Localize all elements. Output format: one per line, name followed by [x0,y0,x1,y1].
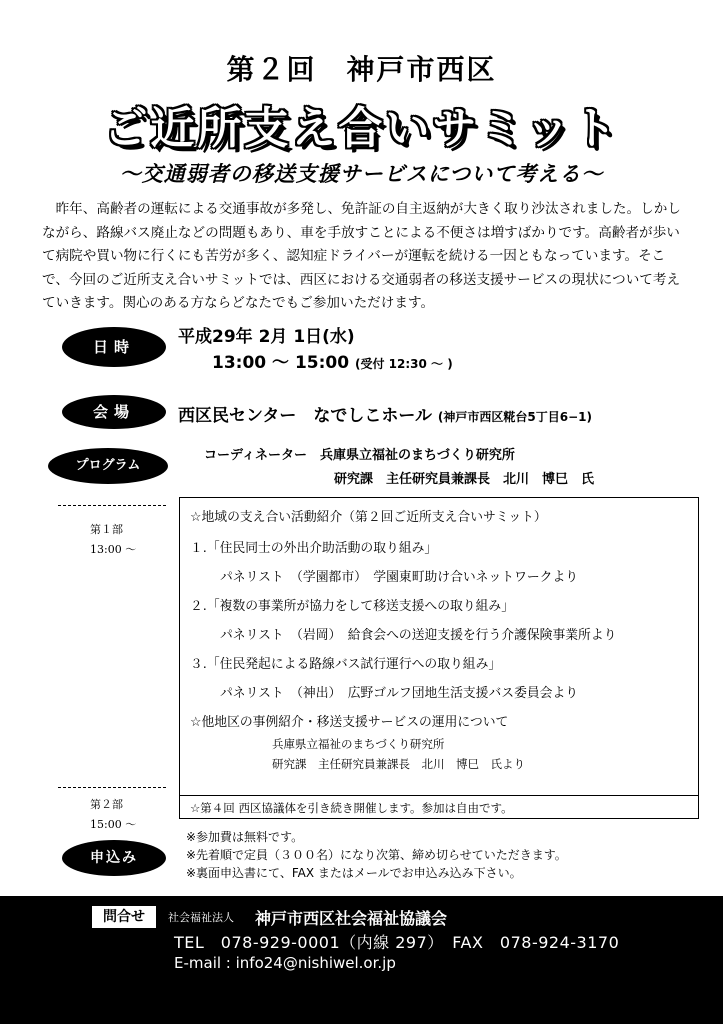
part2-time-block [90,795,136,835]
date-label: 日時 [62,327,166,367]
program-item-1: １.「住民同士の外出介助活動の取り組み」 [190,541,438,556]
venue-label: 会場 [62,395,166,429]
other-line-2: 研究課 主任研究員兼課長 北川 博巳 氏より [272,757,525,771]
org-type: 社会福祉法人 [168,911,234,924]
part1-label: 第１部 [90,523,123,536]
other-line-1: 兵庫県立福祉のまちづくり研究所 [272,737,445,751]
notes-list [186,828,567,882]
org-name: 神戸市西区社会福祉協議会 [255,909,448,928]
title-main: ご近所支え合いサミット [103,103,620,154]
divider-part1 [58,505,166,506]
other-heading: ☆他地区の事例紹介・移送支援サービスの運用について [190,715,509,730]
reception-time: (受付 12:30 ～ ) [354,357,453,371]
program-item-3: ３.「住民発起による路線バス試行運行への取り組み」 [190,657,502,672]
part2-label: 第２部 [90,798,123,811]
coordinator-line2: 研究課 主任研究員兼課長 北川 博巳 氏 [334,472,595,487]
note-item: ※先着順で定員（３００名）になり次第、締め切らせていただきます。 [186,848,567,862]
intro-paragraph: 昨年、高齢者の運転による交通事故が多発し、免許証の自主返納が大きく取り沙汰されました。しかしながら、路線バス廃止などの問題もあり、車を手放すことによる不便さは増すばかりです。高齢者が歩いて病院や買い物に行くにも苦労が多く、認知症ドライバーが運転を続ける一因ともなっています。そこで、今回のご近所支え合いサミットでは、西区における交通弱者の移送支援サービスの現状について考えていきます。関心のある方ならどなたでもご参加いただけます。 [42,201,681,311]
title-top: 第２回 神戸市西区 [226,53,497,86]
subtitle: ～交通弱者の移送支援サービスについて考える～ [119,162,604,186]
note-item: ※裏面申込書にて、FAX またはメールでお申込み込み下さい。 [186,866,522,880]
coordinator-line1: コーディネーター 兵庫県立福祉のまちづくり研究所 [204,448,515,463]
note-item: ※参加費は無料です。 [186,830,304,844]
part1-time: 13:00 ～ [90,543,137,556]
program-heading: ☆地域の支え合い活動紹介（第２回ご近所支え合いサミット） [190,510,547,525]
contact-email[interactable]: E-mail : info24@nishiwel.or.jp [174,954,396,972]
venue-address: (神戸市西区糀台5丁目6−1) [437,410,592,424]
program-item-3-panel: パネリスト （神出） 広野ゴルフ団地生活支援バス委員会より [220,686,579,701]
event-time-range: 13:00 ～ 15:00 [212,353,350,373]
venue-name: 西区民センター なでしこホール [178,406,432,426]
venue-info [178,401,592,426]
program-item-1-panel: パネリスト （学園都市） 学園東町助け合いネットワークより [220,570,579,585]
contact-phone-fax: TEL 078-929-0001（内線 297） FAX 078-924-3170 [174,933,620,952]
box-divider [179,795,699,796]
program-item-2-panel: パネリスト （岩岡） 給食会への送迎支援を行う介護保険事業所より [220,628,617,643]
event-date: 平成29年 2月 1日(水) [178,327,355,347]
part1-time-block [90,520,136,560]
contact-label: 問合せ [92,906,156,928]
apply-label: 申込み [62,840,166,876]
event-time [212,348,453,373]
part2-text: ☆第４回 西区協議体を引き続き開催します。参加は自由です。 [190,801,513,815]
program-label: プログラム [48,448,168,484]
program-item-2: ２.「複数の事業所が協力をして移送支援への取り組み」 [190,599,514,614]
divider-part2 [58,787,166,788]
part2-time: 15:00 ～ [90,818,137,831]
